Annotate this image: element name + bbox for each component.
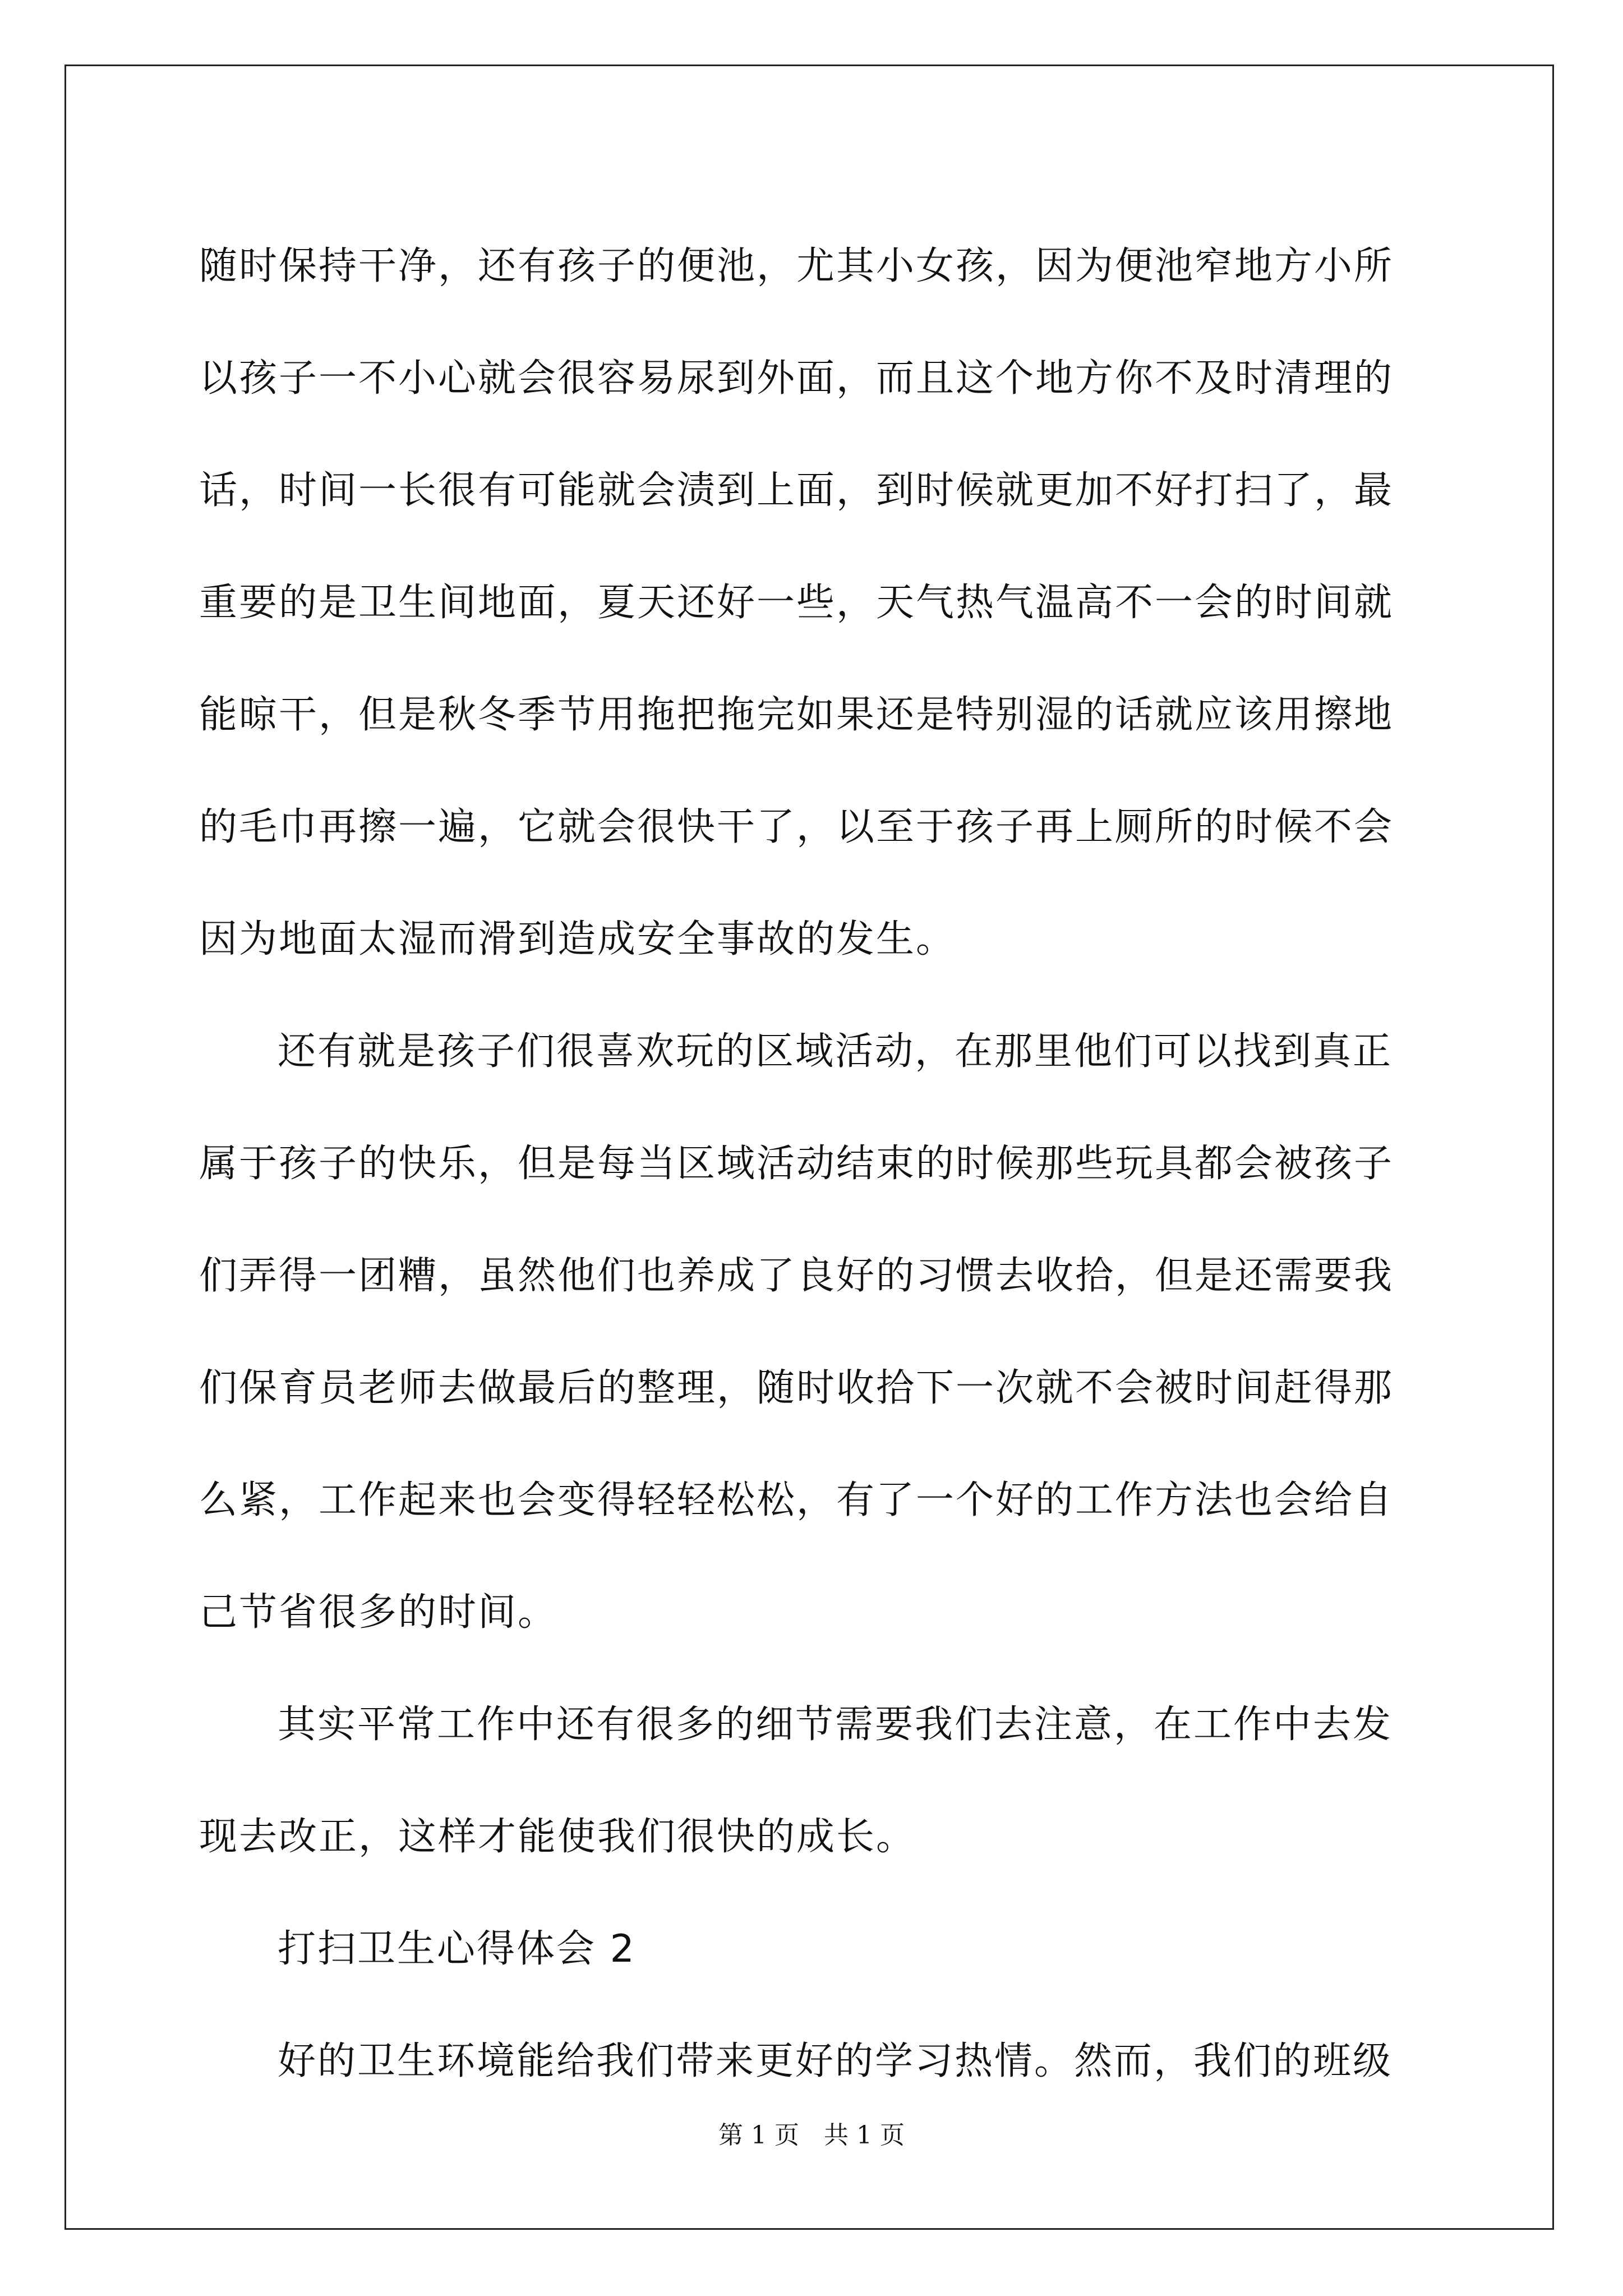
text-line: 的毛巾再擦一遍，它就会很快干了，以至于孩子再上厕所的时候不会 bbox=[199, 805, 1394, 849]
text-line: 能晾干，但是秋冬季节用拖把拖完如果还是特别湿的话就应该用擦地 bbox=[199, 693, 1394, 737]
text-line: 其实平常工作中还有很多的细节需要我们去注意，在工作中去发 bbox=[278, 1703, 1393, 1747]
text-line: 还有就是孩子们很喜欢玩的区域活动，在那里他们可以找到真正 bbox=[278, 1029, 1393, 1074]
text-line: 们保育员老师去做最后的整理，随时收拾下一次就不会被时间赶得那 bbox=[199, 1366, 1394, 1410]
text-line: 话，时间一长很有可能就会渍到上面，到时候就更加不好打扫了，最 bbox=[199, 468, 1394, 513]
text-line: 么紧，工作起来也会变得轻轻松松，有了一个好的工作方法也会给自 bbox=[199, 1478, 1394, 1522]
section-heading: 打扫卫生心得体会 2 bbox=[278, 1927, 636, 1971]
text-line: 现去改正，这样才能使我们很快的成长。 bbox=[199, 1815, 916, 1859]
text-line: 以孩子一不小心就会很容易尿到外面，而且这个地方你不及时清理的 bbox=[199, 356, 1394, 401]
text-line: 们弄得一团糟，虽然他们也养成了良好的习惯去收拾，但是还需要我 bbox=[199, 1254, 1394, 1298]
text-line: 好的卫生环境能给我们带来更好的学习热情。然而，我们的班级 bbox=[278, 2039, 1393, 2083]
document-body bbox=[199, 210, 1423, 2118]
text-line: 随时保持干净，还有孩子的便池，尤其小女孩，因为便池窄地方小所 bbox=[199, 244, 1394, 288]
text-line: 重要的是卫生间地面，夏天还好一些，天气热气温高不一会的时间就 bbox=[199, 581, 1394, 625]
text-line: 属于孩子的快乐，但是每当区域活动结束的时候那些玩具都会被孩子 bbox=[199, 1142, 1394, 1186]
text-line: 因为地面太湿而滑到造成安全事故的发生。 bbox=[199, 917, 956, 961]
text-line: 己节省很多的时间。 bbox=[199, 1590, 558, 1635]
page-footer: 第 1 页 共 1 页 bbox=[718, 2121, 905, 2150]
